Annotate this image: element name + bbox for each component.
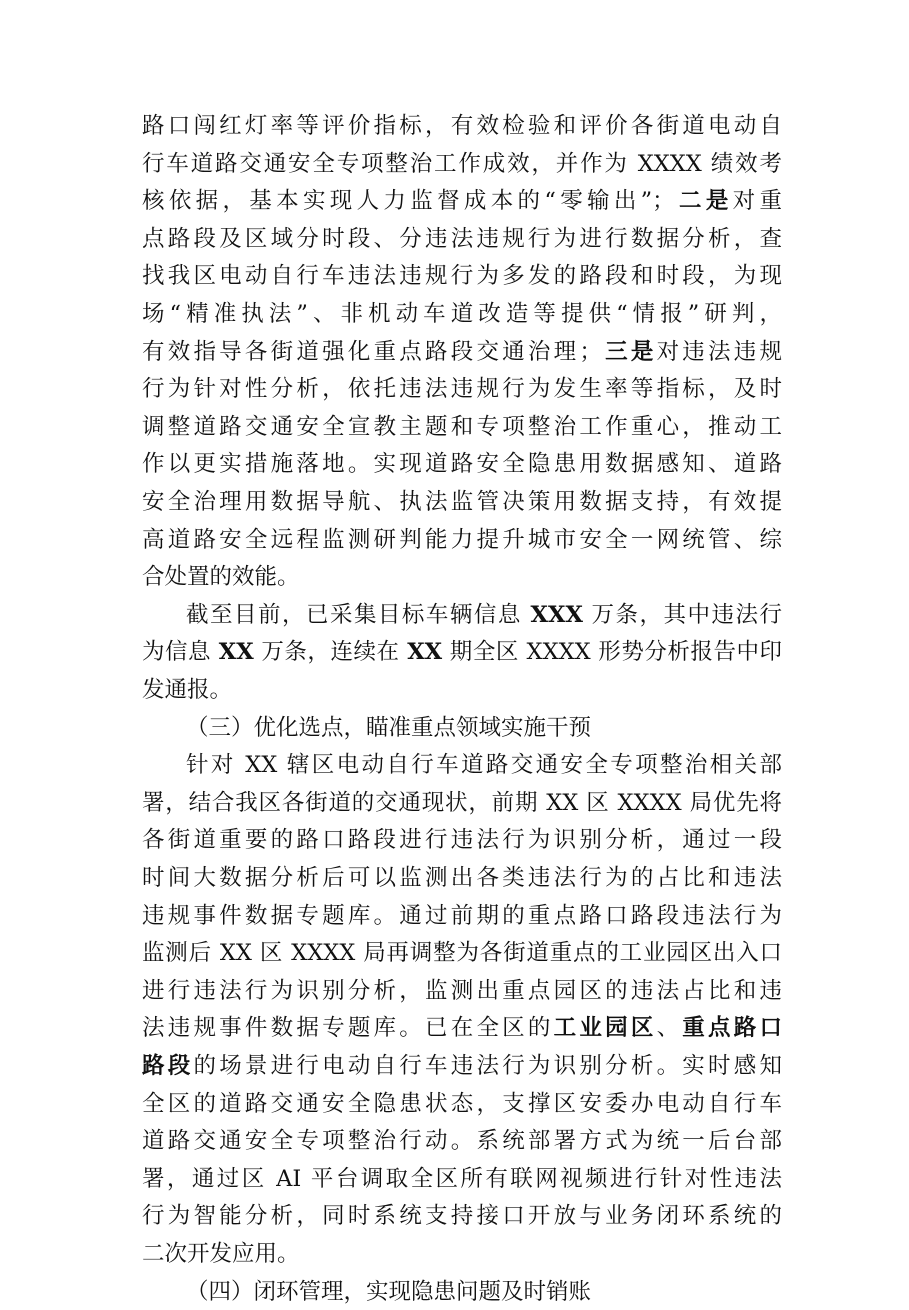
text-span: 各街道重要的路口路段进行违法行为识别分析，通过一段: [142, 827, 782, 854]
text-span: 场“精准执法”、非机动车道改造等提供“情报”研判，: [142, 301, 782, 327]
text-line: [142, 409, 782, 445]
text-line: [142, 1048, 782, 1084]
text-span: 行为智能分析，同时系统支持接口开放与业务闭环系统的: [142, 1203, 782, 1230]
text-span: 截至目前，已采集目标车辆信息: [186, 601, 531, 628]
text-span: 为信息: [142, 639, 219, 666]
text-line: [142, 1161, 782, 1197]
text-span: 时间大数据分析后可以监测出各类违法行为的占比和违法: [142, 865, 782, 891]
text-span: 点路段及区域分时段、分违法违规行为进行数据分析，查: [142, 225, 782, 252]
text-span: 合处置的效能。: [142, 564, 300, 591]
text-span: （三）优化选点，瞄准重点领域实施干预: [186, 714, 592, 741]
text-span: 安全治理用数据导航、执法监管决策用数据支持，有效提: [142, 489, 782, 515]
text-span: 有效指导各街道强化重点路段交通治理；: [142, 338, 602, 365]
text-line: [142, 860, 782, 896]
text-span: 署，通过区 AI 平台调取全区所有联网视频进行针对性违法: [142, 1165, 782, 1192]
text-line: [142, 183, 782, 219]
text-span: 找我区电动自行车违法违规行为多发的路段和时段，为现: [142, 263, 782, 290]
text-line: [142, 898, 782, 934]
text-span: 高道路安全远程监测研判能力提升城市安全一网统管、综: [142, 526, 782, 553]
section-heading: [186, 1274, 782, 1310]
text-line: [142, 822, 782, 858]
text-line: [186, 597, 782, 633]
text-span: 对违法违规: [656, 338, 782, 365]
text-line: [142, 1010, 782, 1046]
bold-text-span: 二是: [674, 188, 733, 215]
bold-text-span: XXX: [530, 601, 583, 628]
text-span: 道路交通安全专项整治行动。系统部署方式为统一后台部: [142, 1128, 782, 1155]
text-span: 法违规事件数据专题库。已在全区的: [142, 1015, 554, 1042]
text-line: [142, 559, 782, 595]
text-line: [142, 296, 782, 332]
text-line: [142, 446, 782, 482]
text-line: [142, 334, 782, 370]
text-span: 万条，其中违法行: [582, 601, 782, 628]
text-line: [142, 634, 782, 670]
bold-text-span: XX: [407, 639, 443, 666]
section-heading: [186, 710, 782, 746]
text-line: [142, 221, 782, 257]
text-line: [142, 973, 782, 1009]
text-span: （四）闭环管理，实现隐患问题及时销账: [186, 1278, 592, 1305]
text-line: [142, 1198, 782, 1234]
bold-text-span: 三是: [601, 338, 657, 365]
text-span: 全区的道路交通安全隐患状态，支撑区安委办电动自行车: [142, 1090, 782, 1117]
text-span: 发通报。: [142, 677, 233, 703]
text-line: [142, 108, 782, 144]
text-span: 万条，连续在: [253, 639, 408, 666]
bold-text-span: 路段: [142, 1053, 194, 1079]
text-span: 监测后 XX 区 XXXX 局再调整为各街道重点的工业园区出入口: [142, 940, 782, 967]
text-line: [142, 935, 782, 971]
text-line: [142, 1086, 782, 1122]
text-line: [142, 522, 782, 558]
text-span: 的场景进行电动自行车违法行为识别分析。实时感知: [193, 1053, 782, 1079]
text-line: [142, 1123, 782, 1159]
text-line: [142, 484, 782, 520]
bold-text-span: 工业园区: [553, 1015, 657, 1042]
text-span: 、: [656, 1015, 683, 1042]
text-line: [186, 747, 782, 783]
text-line: [142, 672, 782, 708]
text-line: [142, 785, 782, 821]
text-span: 针对 XX 辖区电动自行车道路交通安全专项整治相关部: [186, 752, 782, 779]
text-span: 对重: [732, 188, 782, 215]
text-span: 期全区 XXXX 形势分析报告中印: [442, 639, 782, 666]
text-span: 调整道路交通安全宣教主题和专项整治工作重心，推动工: [142, 413, 782, 440]
bold-text-span: 重点路口: [682, 1015, 782, 1042]
bold-text-span: XX: [218, 639, 254, 666]
text-span: 违规事件数据专题库。通过前期的重点路口路段违法行为: [142, 902, 782, 929]
text-span: 路口闯红灯率等评价指标，有效检验和评价各街道电动自: [142, 113, 782, 139]
text-span: 核依据，基本实现人力监督成本的“零输出”；: [142, 188, 675, 215]
text-line: [142, 146, 782, 182]
text-line: [142, 371, 782, 407]
text-line: [142, 258, 782, 294]
text-line: [142, 1236, 782, 1272]
text-span: 进行违法行为识别分析，监测出重点园区的违法占比和违: [142, 977, 782, 1004]
text-span: 二次开发应用。: [142, 1241, 300, 1267]
text-span: 行为针对性分析，依托违法违规行为发生率等指标，及时: [142, 376, 782, 403]
text-span: 行车道路交通安全专项整治工作成效，并作为 XXXX 绩效考: [142, 150, 782, 177]
text-span: 作以更实措施落地。实现道路安全隐患用数据感知、道路: [142, 451, 782, 478]
text-span: 署，结合我区各街道的交通现状，前期 XX 区 XXXX 局优先将: [142, 789, 782, 816]
